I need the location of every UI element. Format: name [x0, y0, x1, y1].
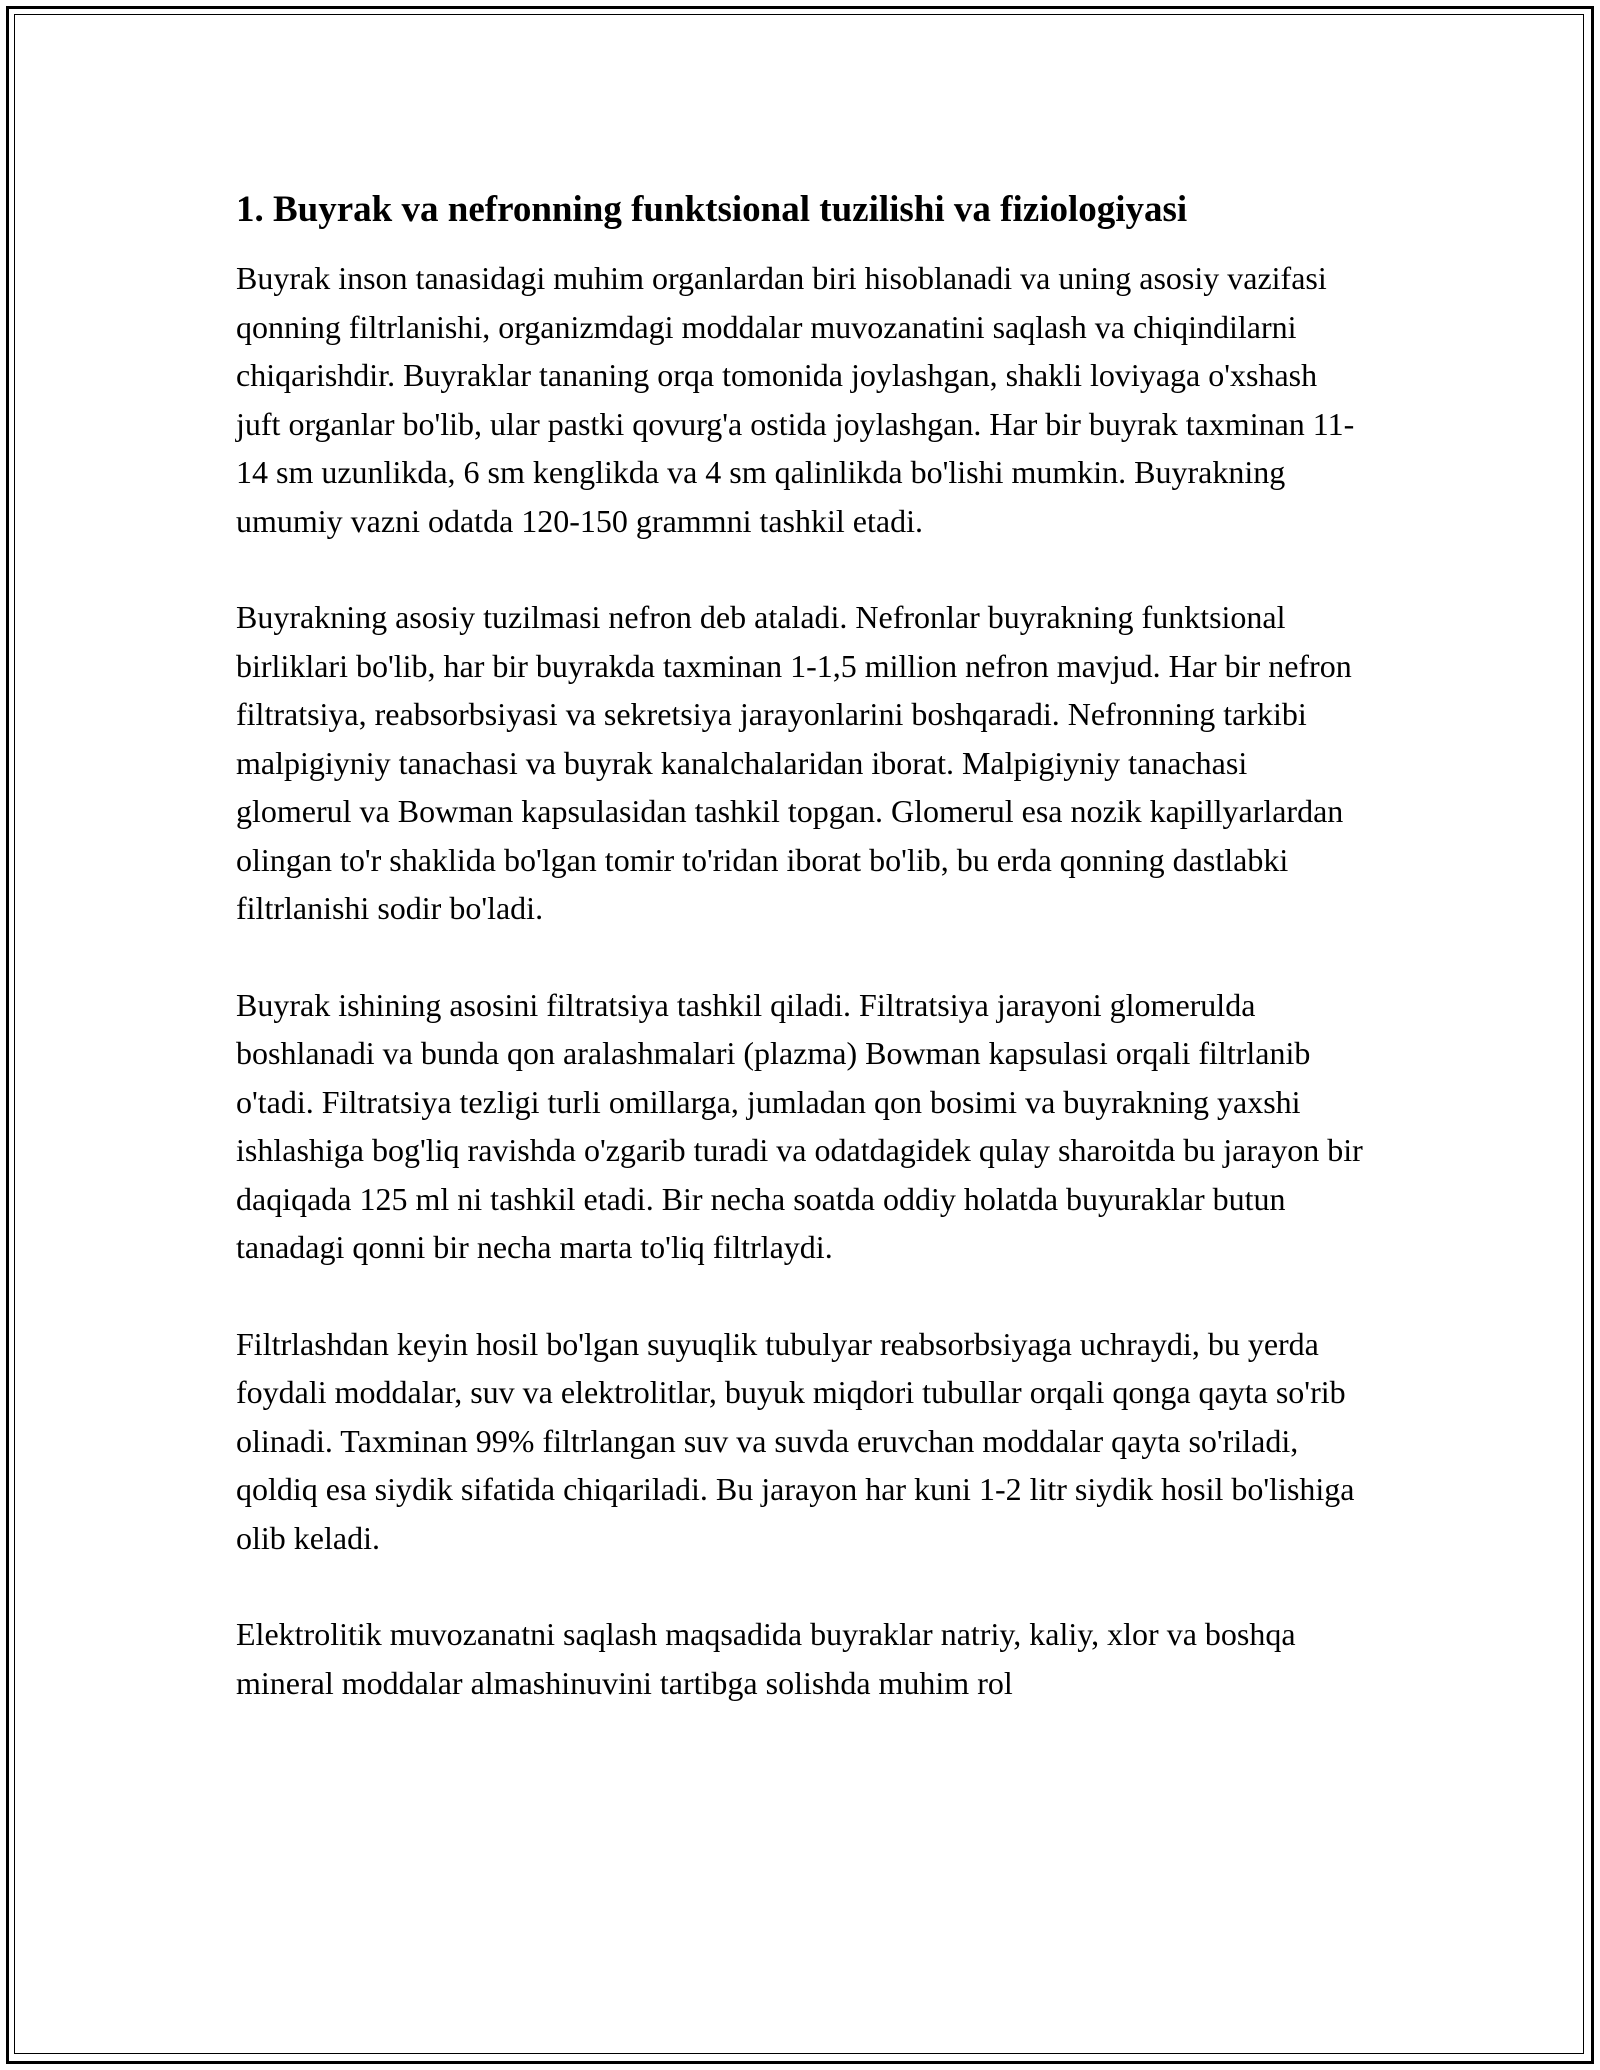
- paragraph-filtration: Buyrak ishining asosini filtratsiya tashkil qiladi. Filtratsiya jarayoni glomerulda boshlanadi va bunda qon aralashmalari (plazma) Bowman kapsulasi orqali filtrlanib o'tadi. Filtratsiya tezligi turli omillarga, jumladan qon bosimi va buyrakning yaxshi ishlashiga bog'liq ravishda o'zgarib turadi va odatdagidek qulay sharoitda bu jarayon bir daqiqada 125 ml ni tashkil etadi. Bir necha soatda oddiy holatda buyuraklar butun tanadagi qonni bir necha marta to'liq filtrlaydi.: [236, 986, 1363, 1265]
- document-body: [236, 186, 1364, 1755]
- paragraph-electrolyte-balance: Elektrolitik muvozanatni saqlash maqsadida buyraklar natriy, kaliy, xlor va boshqa mineral moddalar almashinuvini tartibga solishda muhim rol: [236, 1616, 1296, 1701]
- paragraph-reabsorption: Filtrlashdan keyin hosil bo'lgan suyuqlik tubulyar reabsorbsiyaga uchraydi, bu yerda foydali moddalar, suv va elektrolitlar, buyuk miqdori tubullar orqali qonga qayta so'rib olinadi. Taxminan 99% filtrlangan suv va suvda eruvchan moddalar qayta so'riladi, qoldiq esa siydik sifatida chiqariladi. Bu jarayon har kuni 1-2 litr siydik hosil bo'lishiga olib keladi.: [236, 1325, 1355, 1556]
- section-heading: 1. Buyrak va nefronning funktsional tuzilishi va fiziologiyasi: [236, 189, 1188, 230]
- paragraph-kidney-overview: Buyrak inson tanasidagi muhim organlardan biri hisoblanadi va uning asosiy vazifasi qonning filtrlanishi, organizmdagi moddalar muvozanatini saqlash va chiqindilarni chiqarishdir. Buyraklar tananing orqa tomonida joylashgan, shakli loviyaga o'xshash juft organlar bo'lib, ular pastki qovurg'a ostida joylashgan. Har bir buyrak taxminan 11-14 sm uzunlikda, 6 sm kenglikda va 4 sm qalinlikda bo'lishi mumkin. Buyrakning umumiy vazni odatda 120-150 grammni tashkil etadi.: [236, 260, 1355, 539]
- paragraph-nephron-structure: Buyrakning asosiy tuzilmasi nefron deb ataladi. Nefronlar buyrakning funktsional birliklari bo'lib, har bir buyrakda taxminan 1-1,5 million nefron mavjud. Har bir nefron filtratsiya, reabsorbsiyasi va sekretsiya jarayonlarini boshqaradi. Nefronning tarkibi malpigiyniy tanachasi va buyrak kanalchalaridan iborat. Malpigiyniy tanachasi glomerul va Bowman kapsulasidan tashkil topgan. Glomerul esa nozik kapillyarlardan olingan to'r shaklida bo'lgan tomir to'ridan iborat bo'lib, bu erda qonning dastlabki filtrlanishi sodir bo'ladi.: [236, 599, 1352, 926]
